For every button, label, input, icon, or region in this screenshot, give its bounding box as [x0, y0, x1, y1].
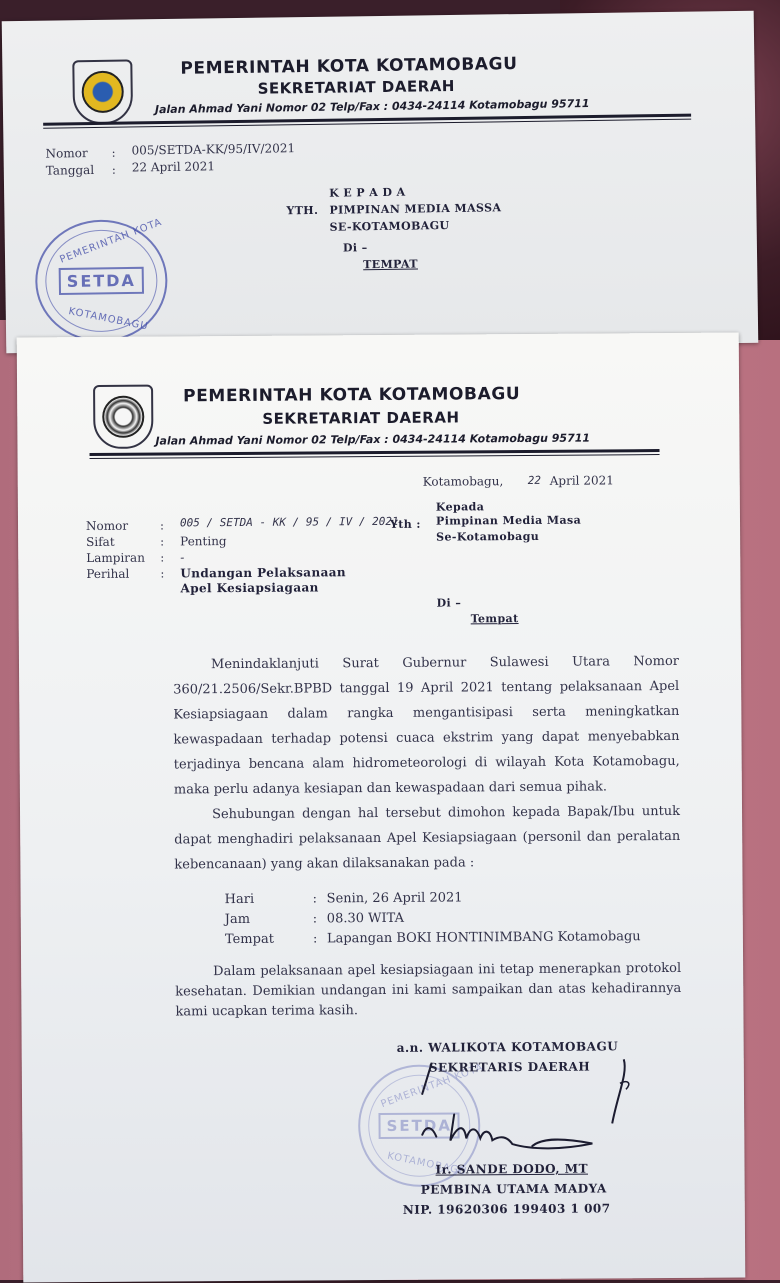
letter-government-title: PEMERINTAH KOTA KOTAMOBAGU — [183, 384, 521, 407]
envelope-tanggal-value: 22 April 2021 — [131, 159, 216, 175]
schedule-tempat-value: Lapangan BOKI HONTINIMBANG Kotamobagu — [326, 929, 641, 947]
field-perihal-line2: Apel Kesiapsiagaan — [180, 580, 319, 596]
schedule-jam-value: 08.30 WITA — [326, 910, 405, 927]
field-nomor-label: Nomor — [85, 518, 129, 534]
setda-stamp-icon: PEMERINTAH KOTA SETDA KOTAMOBAGU — [35, 219, 169, 343]
field-perihal-colon: : — [160, 566, 165, 581]
envelope-government-title: PEMERINTAH KOTA KOTAMOBAGU — [180, 54, 518, 79]
sign-line-walikota: a.n. WALIKOTA KOTAMOBAGU — [396, 1039, 619, 1055]
signer-name: Ir. SANDE DODO, MT — [435, 1161, 589, 1177]
letter-paragraph-3: Dalam pelaksanaan apel kesiapsiagaan ini tetap menerapkan protokol kesehatan. Demikian undangan ini kami sampaikan dan atas kehadirannya kami ucapkan terima kasih. — [175, 960, 682, 1020]
field-sifat-colon: : — [160, 534, 165, 549]
schedule-hari-value: Senin, 26 April 2021 — [326, 890, 463, 907]
schedule-hari-colon: : — [312, 891, 318, 907]
letter-di: Di – — [436, 596, 462, 610]
letter-tempat: Tempat — [470, 612, 519, 626]
sign-line-sekretaris: SEKRETARIS DAERAH — [428, 1059, 591, 1075]
envelope-address: Jalan Ahmad Yani Nomor 02 Telp/Fax : 0434-24114 Kotamobagu 95711 — [154, 97, 590, 117]
letter-date-rest: April 2021 — [549, 473, 614, 488]
envelope-nomor-label: Nomor — [45, 146, 88, 161]
envelope-nomor-value: 005/SETDA-KK/95/IV/2021 — [131, 141, 296, 158]
signer-nip: NIP. 19620306 199403 1 007 — [402, 1201, 611, 1217]
letter-yth: Yth : — [389, 517, 421, 531]
schedule-jam-label: Jam — [224, 911, 251, 928]
schedule-tempat-colon: : — [312, 931, 318, 947]
field-sifat-label: Sifat — [86, 534, 115, 550]
field-perihal-value: Undangan Pelaksanaan — [180, 565, 347, 581]
envelope-recipient-line2: SE-KOTAMOBAGU — [329, 219, 450, 234]
envelope-nomor-colon: : — [111, 145, 116, 160]
schedule-hari-label: Hari — [224, 891, 255, 908]
field-lampiran-colon: : — [160, 550, 165, 565]
field-sifat-value: Penting — [180, 534, 227, 549]
letter-paragraph-2: Sehubungan dengan hal tersebut dimohon kepada Bapak/Ibu untuk dapat menghadiri pelaksanaan Apel Kesiapsiagaan (personil dan peralatan kebencanaan) yang akan dilaksanakan pada : — [174, 803, 681, 873]
envelope-tanggal-colon: : — [111, 162, 116, 177]
field-nomor-value: 005 / SETDA - KK / 95 / IV / 2021 — [179, 514, 399, 530]
letter-paper — [17, 332, 746, 1282]
letter-date-handwritten: 22 — [527, 473, 542, 487]
city-emblem-icon — [93, 385, 153, 449]
letter-paragraph-1: Menindaklanjuti Surat Gubernur Sulawesi Utara Nomor 360/21.2506/Sekr.BPBD tanggal 19 April 2021 tentang pelaksanaan Apel Kesiapsiagaan dalam rangka mengantisipasi serta meningkatkan kewaspadaan terhadap potensi cuaca ekstrim yang dapat menyebabkan terjadinya bencana alam hidrometeorologi di wilayah Kota Kotamobagu, maka perlu adanya kesiapan dan kewaspadaan dari semua pihak. — [173, 653, 680, 798]
letter-recipient-line1: Pimpinan Media Masa — [435, 513, 582, 528]
letter-place: Kotamobagu, — [422, 474, 504, 489]
envelope-yth: YTH. — [286, 203, 319, 218]
handwritten-signature-icon — [392, 1053, 673, 1155]
field-nomor-colon: : — [159, 518, 165, 533]
city-emblem-icon — [72, 59, 133, 124]
letter-office-title: SEKRETARIAT DAERAH — [262, 408, 460, 428]
letter-recipient-line2: Se-Kotamobagu — [436, 529, 540, 544]
letter-address: Jalan Ahmad Yani Nomor 02 Telp/Fax : 0434-24114 Kotamobagu 95711 — [155, 431, 591, 448]
envelope-tempat: TEMPAT — [363, 257, 418, 272]
setda-stamp-icon: PEMERINTAH KOTA SETDA KOTAMOBAGU — [358, 1064, 481, 1187]
envelope-paper — [2, 11, 759, 353]
field-lampiran-value: - — [180, 550, 185, 565]
envelope-recipient-line1: PIMPINAN MEDIA MASSA — [329, 201, 502, 217]
schedule-tempat-label: Tempat — [224, 931, 274, 948]
letter-kepada: Kepada — [435, 500, 485, 514]
field-perihal-label: Perihal — [86, 566, 130, 582]
envelope-tanggal-label: Tanggal — [45, 162, 95, 178]
field-lampiran-label: Lampiran — [86, 550, 145, 566]
envelope-office-title: SEKRETARIAT DAERAH — [257, 76, 455, 98]
signer-rank: PEMBINA UTAMA MADYA — [420, 1181, 607, 1197]
schedule-jam-colon: : — [312, 911, 318, 927]
envelope-kepada: K E P A D A — [329, 185, 406, 200]
envelope-di: Di – — [342, 241, 368, 255]
